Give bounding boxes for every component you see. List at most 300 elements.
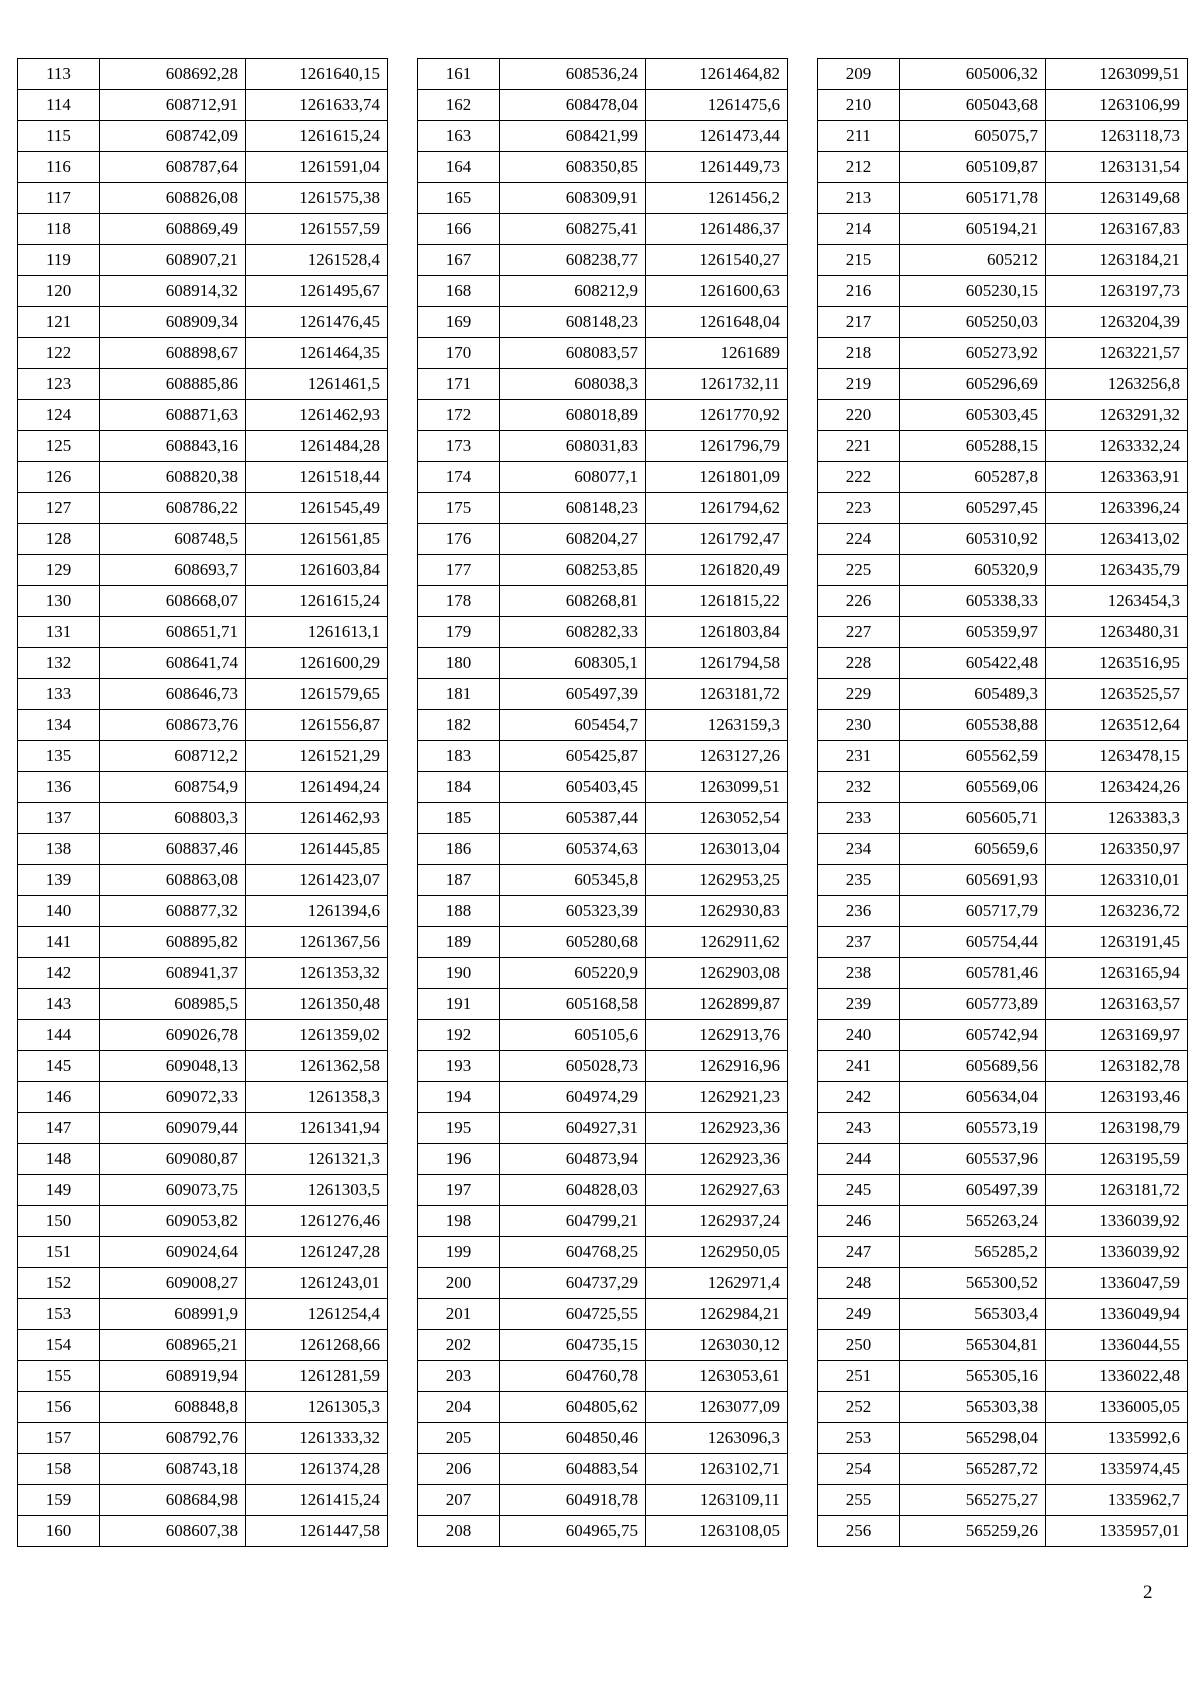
x-coordinate-cell: 608148,23 xyxy=(500,307,646,338)
table-row xyxy=(818,431,1188,462)
point-number-cell: 181 xyxy=(418,679,500,710)
y-coordinate-cell: 1336022,48 xyxy=(1046,1361,1188,1392)
point-number-cell: 162 xyxy=(418,90,500,121)
table-row xyxy=(18,555,388,586)
x-coordinate-cell: 608985,5 xyxy=(100,989,246,1020)
table-row xyxy=(818,1144,1188,1175)
point-number-cell: 240 xyxy=(818,1020,900,1051)
y-coordinate-cell: 1261640,15 xyxy=(246,59,388,90)
y-coordinate-cell: 1263053,61 xyxy=(646,1361,788,1392)
table-row xyxy=(18,741,388,772)
x-coordinate-cell: 608305,1 xyxy=(500,648,646,679)
table-row xyxy=(818,865,1188,896)
point-number-cell: 129 xyxy=(18,555,100,586)
x-coordinate-cell: 565285,2 xyxy=(900,1237,1046,1268)
table-row xyxy=(418,245,788,276)
table-row xyxy=(18,338,388,369)
y-coordinate-cell: 1261484,28 xyxy=(246,431,388,462)
page-number: 2 xyxy=(1143,1582,1153,1603)
x-coordinate-cell: 608743,18 xyxy=(100,1454,246,1485)
x-coordinate-cell: 604883,54 xyxy=(500,1454,646,1485)
point-number-cell: 182 xyxy=(418,710,500,741)
x-coordinate-cell: 608238,77 xyxy=(500,245,646,276)
point-number-cell: 211 xyxy=(818,121,900,152)
y-coordinate-cell: 1263096,3 xyxy=(646,1423,788,1454)
table-row xyxy=(18,245,388,276)
point-number-cell: 169 xyxy=(418,307,500,338)
x-coordinate-cell: 608792,76 xyxy=(100,1423,246,1454)
point-number-cell: 119 xyxy=(18,245,100,276)
y-coordinate-cell: 1261521,29 xyxy=(246,741,388,772)
y-coordinate-cell: 1261615,24 xyxy=(246,586,388,617)
table-row xyxy=(818,803,1188,834)
point-number-cell: 248 xyxy=(818,1268,900,1299)
point-number-cell: 249 xyxy=(818,1299,900,1330)
x-coordinate-cell: 608803,3 xyxy=(100,803,246,834)
table-row xyxy=(418,121,788,152)
y-coordinate-cell: 1261305,3 xyxy=(246,1392,388,1423)
table-row xyxy=(818,1268,1188,1299)
point-number-cell: 159 xyxy=(18,1485,100,1516)
point-number-cell: 173 xyxy=(418,431,500,462)
x-coordinate-cell: 608204,27 xyxy=(500,524,646,555)
x-coordinate-cell: 608748,5 xyxy=(100,524,246,555)
y-coordinate-cell: 1263149,68 xyxy=(1046,183,1188,214)
point-number-cell: 239 xyxy=(818,989,900,1020)
point-number-cell: 117 xyxy=(18,183,100,214)
x-coordinate-cell: 565305,16 xyxy=(900,1361,1046,1392)
y-coordinate-cell: 1261462,93 xyxy=(246,803,388,834)
x-coordinate-cell: 608077,1 xyxy=(500,462,646,493)
table-row xyxy=(418,555,788,586)
point-number-cell: 126 xyxy=(18,462,100,493)
table-row xyxy=(18,1082,388,1113)
table-row xyxy=(818,369,1188,400)
y-coordinate-cell: 1261633,74 xyxy=(246,90,388,121)
table-row xyxy=(418,1361,788,1392)
x-coordinate-cell: 605454,7 xyxy=(500,710,646,741)
point-number-cell: 127 xyxy=(18,493,100,524)
y-coordinate-cell: 1261358,3 xyxy=(246,1082,388,1113)
x-coordinate-cell: 608786,22 xyxy=(100,493,246,524)
x-coordinate-cell: 605659,6 xyxy=(900,834,1046,865)
point-number-cell: 221 xyxy=(818,431,900,462)
point-number-cell: 146 xyxy=(18,1082,100,1113)
y-coordinate-cell: 1263131,54 xyxy=(1046,152,1188,183)
y-coordinate-cell: 1335992,6 xyxy=(1046,1423,1188,1454)
point-number-cell: 254 xyxy=(818,1454,900,1485)
point-number-cell: 150 xyxy=(18,1206,100,1237)
x-coordinate-cell: 609026,78 xyxy=(100,1020,246,1051)
x-coordinate-cell: 605497,39 xyxy=(500,679,646,710)
x-coordinate-cell: 604737,29 xyxy=(500,1268,646,1299)
y-coordinate-cell: 1262950,05 xyxy=(646,1237,788,1268)
table-row xyxy=(818,1020,1188,1051)
y-coordinate-cell: 1263363,91 xyxy=(1046,462,1188,493)
point-number-cell: 180 xyxy=(418,648,500,679)
x-coordinate-cell: 608907,21 xyxy=(100,245,246,276)
x-coordinate-cell: 609072,33 xyxy=(100,1082,246,1113)
point-number-cell: 220 xyxy=(818,400,900,431)
point-number-cell: 144 xyxy=(18,1020,100,1051)
x-coordinate-cell: 608871,63 xyxy=(100,400,246,431)
x-coordinate-cell: 608712,91 xyxy=(100,90,246,121)
table-row xyxy=(818,1423,1188,1454)
table-row xyxy=(818,896,1188,927)
y-coordinate-cell: 1261557,59 xyxy=(246,214,388,245)
y-coordinate-cell: 1263413,02 xyxy=(1046,524,1188,555)
point-number-cell: 201 xyxy=(418,1299,500,1330)
y-coordinate-cell: 1261367,56 xyxy=(246,927,388,958)
x-coordinate-cell: 605043,68 xyxy=(900,90,1046,121)
table-row xyxy=(818,493,1188,524)
point-number-cell: 149 xyxy=(18,1175,100,1206)
table-row xyxy=(818,1485,1188,1516)
point-number-cell: 200 xyxy=(418,1268,500,1299)
table-row xyxy=(18,1051,388,1082)
point-number-cell: 114 xyxy=(18,90,100,121)
table-row xyxy=(18,431,388,462)
table-row xyxy=(18,121,388,152)
x-coordinate-cell: 608787,64 xyxy=(100,152,246,183)
y-coordinate-cell: 1261281,59 xyxy=(246,1361,388,1392)
y-coordinate-cell: 1262937,24 xyxy=(646,1206,788,1237)
x-coordinate-cell: 608309,91 xyxy=(500,183,646,214)
table-row xyxy=(818,462,1188,493)
x-coordinate-cell: 565259,26 xyxy=(900,1516,1046,1547)
table-row xyxy=(818,1454,1188,1485)
table-row xyxy=(18,462,388,493)
y-coordinate-cell: 1263169,97 xyxy=(1046,1020,1188,1051)
y-coordinate-cell: 1336039,92 xyxy=(1046,1206,1188,1237)
x-coordinate-cell: 605323,39 xyxy=(500,896,646,927)
point-number-cell: 194 xyxy=(418,1082,500,1113)
y-coordinate-cell: 1261579,65 xyxy=(246,679,388,710)
table-row xyxy=(418,400,788,431)
table-row xyxy=(18,989,388,1020)
point-number-cell: 134 xyxy=(18,710,100,741)
point-number-cell: 223 xyxy=(818,493,900,524)
x-coordinate-cell: 605374,63 xyxy=(500,834,646,865)
point-number-cell: 234 xyxy=(818,834,900,865)
x-coordinate-cell: 609073,75 xyxy=(100,1175,246,1206)
y-coordinate-cell: 1261495,67 xyxy=(246,276,388,307)
point-number-cell: 155 xyxy=(18,1361,100,1392)
coordinates-table-3 xyxy=(817,58,1188,1547)
table-row xyxy=(418,772,788,803)
x-coordinate-cell: 605537,96 xyxy=(900,1144,1046,1175)
y-coordinate-cell: 1336047,59 xyxy=(1046,1268,1188,1299)
table-row xyxy=(818,1206,1188,1237)
x-coordinate-cell: 604799,21 xyxy=(500,1206,646,1237)
y-coordinate-cell: 1261333,32 xyxy=(246,1423,388,1454)
point-number-cell: 231 xyxy=(818,741,900,772)
table-row xyxy=(18,1454,388,1485)
table-row xyxy=(818,338,1188,369)
table-row xyxy=(818,1330,1188,1361)
point-number-cell: 132 xyxy=(18,648,100,679)
x-coordinate-cell: 608820,38 xyxy=(100,462,246,493)
point-number-cell: 203 xyxy=(418,1361,500,1392)
table-row xyxy=(418,152,788,183)
table-row xyxy=(418,307,788,338)
table-row xyxy=(18,772,388,803)
table-row xyxy=(18,493,388,524)
y-coordinate-cell: 1336005,05 xyxy=(1046,1392,1188,1423)
table-row xyxy=(818,1051,1188,1082)
point-number-cell: 213 xyxy=(818,183,900,214)
y-coordinate-cell: 1261600,29 xyxy=(246,648,388,679)
y-coordinate-cell: 1261575,38 xyxy=(246,183,388,214)
table-row xyxy=(418,214,788,245)
y-coordinate-cell: 1261528,4 xyxy=(246,245,388,276)
table-row xyxy=(18,648,388,679)
point-number-cell: 232 xyxy=(818,772,900,803)
x-coordinate-cell: 608991,9 xyxy=(100,1299,246,1330)
y-coordinate-cell: 1263077,09 xyxy=(646,1392,788,1423)
y-coordinate-cell: 1335957,01 xyxy=(1046,1516,1188,1547)
y-coordinate-cell: 1262984,21 xyxy=(646,1299,788,1330)
point-number-cell: 243 xyxy=(818,1113,900,1144)
y-coordinate-cell: 1262953,25 xyxy=(646,865,788,896)
table-row xyxy=(818,59,1188,90)
table-row xyxy=(818,772,1188,803)
point-number-cell: 140 xyxy=(18,896,100,927)
table-row xyxy=(18,1268,388,1299)
table-row xyxy=(18,896,388,927)
table-row xyxy=(418,1299,788,1330)
x-coordinate-cell: 609008,27 xyxy=(100,1268,246,1299)
y-coordinate-cell: 1261591,04 xyxy=(246,152,388,183)
x-coordinate-cell: 608038,3 xyxy=(500,369,646,400)
point-number-cell: 120 xyxy=(18,276,100,307)
x-coordinate-cell: 608018,89 xyxy=(500,400,646,431)
table-row xyxy=(18,1330,388,1361)
x-coordinate-cell: 609024,64 xyxy=(100,1237,246,1268)
table-row xyxy=(418,462,788,493)
x-coordinate-cell: 608684,98 xyxy=(100,1485,246,1516)
x-coordinate-cell: 608895,82 xyxy=(100,927,246,958)
table-row xyxy=(818,1113,1188,1144)
table-row xyxy=(418,338,788,369)
x-coordinate-cell: 609053,82 xyxy=(100,1206,246,1237)
point-number-cell: 215 xyxy=(818,245,900,276)
x-coordinate-cell: 565298,04 xyxy=(900,1423,1046,1454)
table-row xyxy=(418,989,788,1020)
x-coordinate-cell: 608914,32 xyxy=(100,276,246,307)
x-coordinate-cell: 608965,21 xyxy=(100,1330,246,1361)
point-number-cell: 222 xyxy=(818,462,900,493)
x-coordinate-cell: 605717,79 xyxy=(900,896,1046,927)
point-number-cell: 188 xyxy=(418,896,500,927)
y-coordinate-cell: 1261445,85 xyxy=(246,834,388,865)
x-coordinate-cell: 605569,06 xyxy=(900,772,1046,803)
x-coordinate-cell: 605489,3 xyxy=(900,679,1046,710)
y-coordinate-cell: 1263191,45 xyxy=(1046,927,1188,958)
x-coordinate-cell: 605691,93 xyxy=(900,865,1046,896)
y-coordinate-cell: 1263106,99 xyxy=(1046,90,1188,121)
table-row xyxy=(818,400,1188,431)
x-coordinate-cell: 608646,73 xyxy=(100,679,246,710)
point-number-cell: 137 xyxy=(18,803,100,834)
y-coordinate-cell: 1263291,32 xyxy=(1046,400,1188,431)
table-row xyxy=(818,989,1188,1020)
x-coordinate-cell: 565287,72 xyxy=(900,1454,1046,1485)
y-coordinate-cell: 1263163,57 xyxy=(1046,989,1188,1020)
y-coordinate-cell: 1261603,84 xyxy=(246,555,388,586)
y-coordinate-cell: 1263099,51 xyxy=(1046,59,1188,90)
x-coordinate-cell: 565275,27 xyxy=(900,1485,1046,1516)
x-coordinate-cell: 605497,39 xyxy=(900,1175,1046,1206)
y-coordinate-cell: 1261464,82 xyxy=(646,59,788,90)
point-number-cell: 168 xyxy=(418,276,500,307)
x-coordinate-cell: 608421,99 xyxy=(500,121,646,152)
point-number-cell: 171 xyxy=(418,369,500,400)
table-row xyxy=(18,1361,388,1392)
x-coordinate-cell: 608848,8 xyxy=(100,1392,246,1423)
point-number-cell: 116 xyxy=(18,152,100,183)
x-coordinate-cell: 605280,68 xyxy=(500,927,646,958)
table-row xyxy=(818,741,1188,772)
table-row xyxy=(418,1330,788,1361)
x-coordinate-cell: 605310,92 xyxy=(900,524,1046,555)
point-number-cell: 253 xyxy=(818,1423,900,1454)
table-row xyxy=(18,710,388,741)
point-number-cell: 230 xyxy=(818,710,900,741)
table-row xyxy=(418,865,788,896)
x-coordinate-cell: 605387,44 xyxy=(500,803,646,834)
table-row xyxy=(818,834,1188,865)
y-coordinate-cell: 1261464,35 xyxy=(246,338,388,369)
point-number-cell: 115 xyxy=(18,121,100,152)
x-coordinate-cell: 605781,46 xyxy=(900,958,1046,989)
y-coordinate-cell: 1261247,28 xyxy=(246,1237,388,1268)
table-row xyxy=(818,1299,1188,1330)
y-coordinate-cell: 1262923,36 xyxy=(646,1113,788,1144)
x-coordinate-cell: 604974,29 xyxy=(500,1082,646,1113)
x-coordinate-cell: 608478,04 xyxy=(500,90,646,121)
point-number-cell: 217 xyxy=(818,307,900,338)
point-number-cell: 193 xyxy=(418,1051,500,1082)
table-row xyxy=(418,741,788,772)
point-number-cell: 143 xyxy=(18,989,100,1020)
y-coordinate-cell: 1335962,7 xyxy=(1046,1485,1188,1516)
x-coordinate-cell: 605422,48 xyxy=(900,648,1046,679)
point-number-cell: 226 xyxy=(818,586,900,617)
point-number-cell: 124 xyxy=(18,400,100,431)
point-number-cell: 251 xyxy=(818,1361,900,1392)
y-coordinate-cell: 1261276,46 xyxy=(246,1206,388,1237)
x-coordinate-cell: 565263,24 xyxy=(900,1206,1046,1237)
y-coordinate-cell: 1263310,01 xyxy=(1046,865,1188,896)
point-number-cell: 197 xyxy=(418,1175,500,1206)
y-coordinate-cell: 1263184,21 xyxy=(1046,245,1188,276)
y-coordinate-cell: 1261486,37 xyxy=(646,214,788,245)
x-coordinate-cell: 605359,97 xyxy=(900,617,1046,648)
point-number-cell: 136 xyxy=(18,772,100,803)
table-row xyxy=(418,1516,788,1547)
table-row xyxy=(418,803,788,834)
x-coordinate-cell: 608083,57 xyxy=(500,338,646,369)
y-coordinate-cell: 1263383,3 xyxy=(1046,803,1188,834)
x-coordinate-cell: 605338,33 xyxy=(900,586,1046,617)
y-coordinate-cell: 1263478,15 xyxy=(1046,741,1188,772)
x-coordinate-cell: 605689,56 xyxy=(900,1051,1046,1082)
point-number-cell: 214 xyxy=(818,214,900,245)
x-coordinate-cell: 605403,45 xyxy=(500,772,646,803)
y-coordinate-cell: 1261254,4 xyxy=(246,1299,388,1330)
x-coordinate-cell: 605320,9 xyxy=(900,555,1046,586)
y-coordinate-cell: 1261449,73 xyxy=(646,152,788,183)
point-number-cell: 145 xyxy=(18,1051,100,1082)
point-number-cell: 184 xyxy=(418,772,500,803)
x-coordinate-cell: 608712,2 xyxy=(100,741,246,772)
point-number-cell: 241 xyxy=(818,1051,900,1082)
y-coordinate-cell: 1261518,44 xyxy=(246,462,388,493)
y-coordinate-cell: 1261359,02 xyxy=(246,1020,388,1051)
point-number-cell: 131 xyxy=(18,617,100,648)
table-row xyxy=(418,1113,788,1144)
x-coordinate-cell: 608919,94 xyxy=(100,1361,246,1392)
table-row xyxy=(418,648,788,679)
table-row xyxy=(18,679,388,710)
x-coordinate-cell: 605742,94 xyxy=(900,1020,1046,1051)
x-coordinate-cell: 608282,33 xyxy=(500,617,646,648)
point-number-cell: 139 xyxy=(18,865,100,896)
table-row xyxy=(18,1144,388,1175)
y-coordinate-cell: 1261796,79 xyxy=(646,431,788,462)
y-coordinate-cell: 1263525,57 xyxy=(1046,679,1188,710)
table-row xyxy=(418,90,788,121)
y-coordinate-cell: 1261794,62 xyxy=(646,493,788,524)
table-row xyxy=(18,1020,388,1051)
point-number-cell: 166 xyxy=(418,214,500,245)
point-number-cell: 208 xyxy=(418,1516,500,1547)
y-coordinate-cell: 1263197,73 xyxy=(1046,276,1188,307)
table-row xyxy=(18,927,388,958)
y-coordinate-cell: 1261268,66 xyxy=(246,1330,388,1361)
y-coordinate-cell: 1263030,12 xyxy=(646,1330,788,1361)
x-coordinate-cell: 608837,46 xyxy=(100,834,246,865)
x-coordinate-cell: 605538,88 xyxy=(900,710,1046,741)
y-coordinate-cell: 1261545,49 xyxy=(246,493,388,524)
point-number-cell: 195 xyxy=(418,1113,500,1144)
point-number-cell: 190 xyxy=(418,958,500,989)
table-row xyxy=(18,524,388,555)
point-number-cell: 177 xyxy=(418,555,500,586)
x-coordinate-cell: 608754,9 xyxy=(100,772,246,803)
table-row xyxy=(818,1361,1188,1392)
y-coordinate-cell: 1263165,94 xyxy=(1046,958,1188,989)
point-number-cell: 179 xyxy=(418,617,500,648)
x-coordinate-cell: 609080,87 xyxy=(100,1144,246,1175)
table-row xyxy=(418,1144,788,1175)
y-coordinate-cell: 1263221,57 xyxy=(1046,338,1188,369)
x-coordinate-cell: 605296,69 xyxy=(900,369,1046,400)
table-row xyxy=(418,617,788,648)
y-coordinate-cell: 1261613,1 xyxy=(246,617,388,648)
x-coordinate-cell: 605773,89 xyxy=(900,989,1046,1020)
y-coordinate-cell: 1262913,76 xyxy=(646,1020,788,1051)
y-coordinate-cell: 1261350,48 xyxy=(246,989,388,1020)
table-row xyxy=(818,183,1188,214)
point-number-cell: 229 xyxy=(818,679,900,710)
y-coordinate-cell: 1262930,83 xyxy=(646,896,788,927)
point-number-cell: 225 xyxy=(818,555,900,586)
y-coordinate-cell: 1261321,3 xyxy=(246,1144,388,1175)
table-row xyxy=(18,1237,388,1268)
point-number-cell: 130 xyxy=(18,586,100,617)
